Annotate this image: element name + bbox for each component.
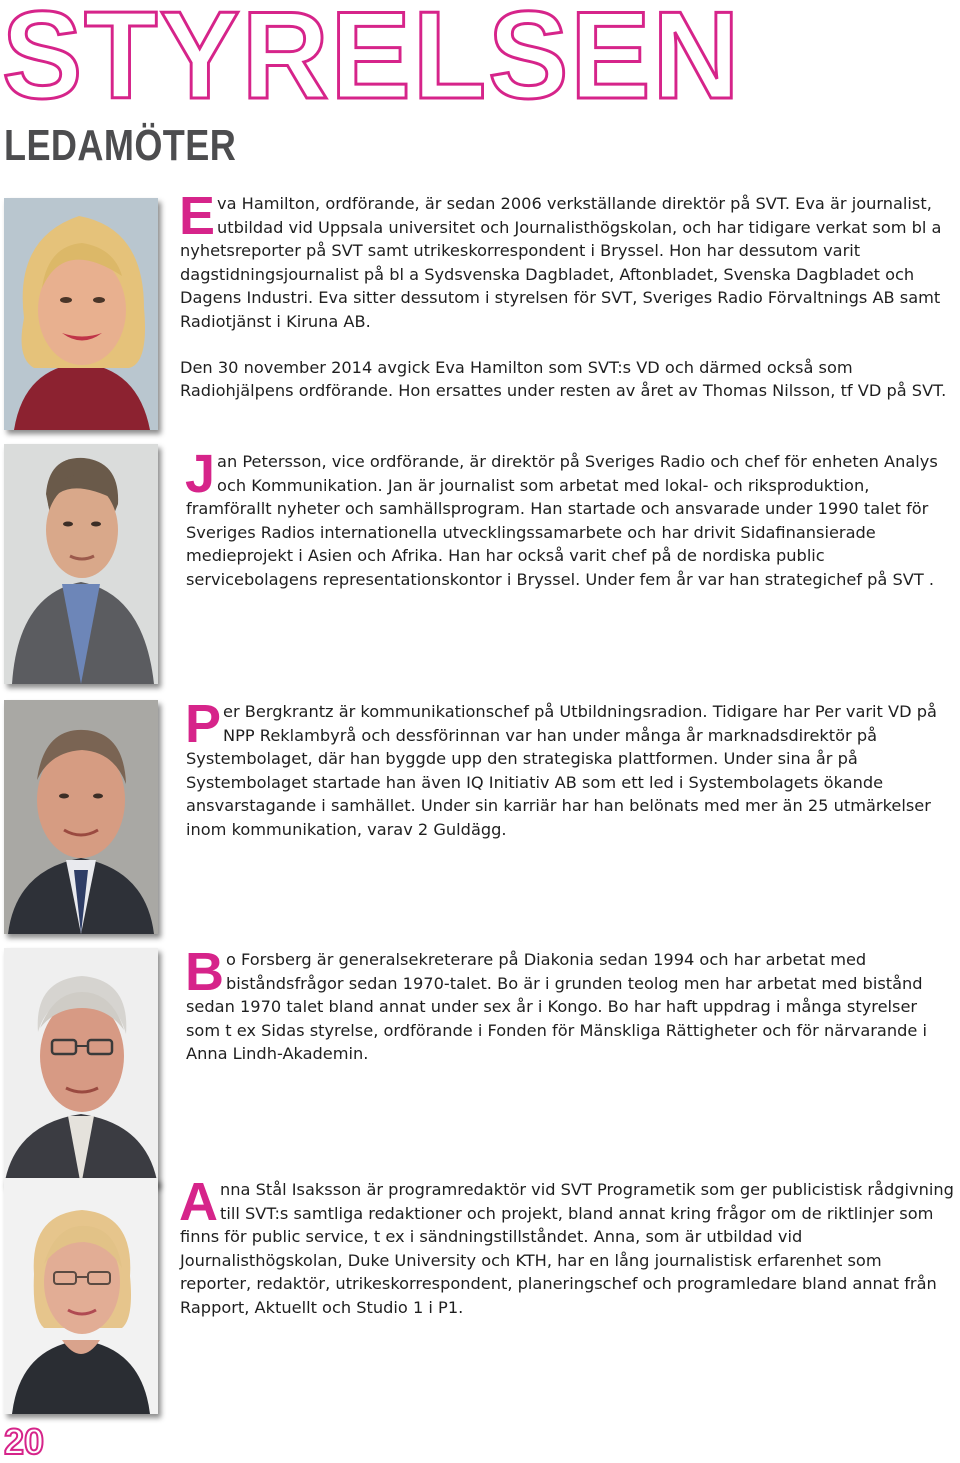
page-title: STYRELSEN — [2, 0, 742, 125]
jan-petersson-photo — [4, 444, 158, 684]
drop-cap-initial: B — [185, 942, 224, 1002]
per-bergkrantz-photo — [4, 700, 158, 934]
bio-paragraph: o Forsberg är generalsekreterare på Diakonia sedan 1994 och har arbetat med biståndsfrågor sedan 1970-talet. Bo är i grunden teolog men har arbetat med bistånd sedan 1970 talet bland annat under sex år i Kongo. Bo har haft uppdrag i många styrelser som t ex Sidas styrelse, ordförande i Fonden för Mänskliga Rättigheter och för närvarande i Anna Lindh-Akademin. — [186, 950, 927, 1064]
page-number: 20 — [4, 1421, 45, 1462]
bio-paragraph: an Petersson, vice ordförande, är direktör på Sveriges Radio och chef för enheten Analys och Kommunikation. Jan är journalist som arbetat med lokal- och riksproduktion, framförallt nyheter och samhällsprogram. Han startade och ansvarade under 1990 talet för Sveriges Radios internationella utvecklingssamarbete och har drivit Sidafinansierade medieprojekt i Asien och Afrika. Han har också varit chef på de nordiska public servicebolagens representationskontor i Bryssel. Under fem år var han strategichef på SVT . — [186, 452, 938, 589]
section-subtitle: LEDAMÖTER — [4, 121, 237, 170]
bio-paragraph: er Bergkrantz är kommunikationschef på Utbildningsradion. Tidigare har Per varit VD på NPP Reklambyrå och dessförinnan var han under många år marknadsdirektör på Systembolaget, där han byggde upp den strategiska plattformen. Under sina år på Systembolaget startade han även IQ Initiativ AB som ett led i Systembolagets ökande ansvarstagande i samhället. Under sin karriär har han belönats med mer än 25 utmärkelser inom kommunikation, varav 2 Guldägg. — [186, 702, 937, 839]
drop-cap-initial: A — [179, 1172, 218, 1232]
jan-petersson-bio — [185, 444, 954, 592]
bio-paragraph: nna Stål Isaksson är programredaktör vid SVT Programetik som ger publicistisk rådgivning till SVT:s samtliga redaktioner och projekt, bland annat kring frågor om de riktlinjer som finns för public service, t ex i sändningstillståndet. Anna, som är utbildad vid Journalisthögskolan, Duke University och KTH, har en lång journalistisk erfarenhet som reporter, redaktör, utrikeskorrespondent, planeringschef och programledare bland annat från Rapport, Aktuellt och Studio 1 i P1. — [180, 1180, 954, 1317]
anna-stal-isaksson-bio — [179, 1172, 954, 1320]
drop-cap-initial: J — [185, 444, 216, 504]
bio-paragraph: va Hamilton, ordförande, är sedan 2006 verkställande direktör på SVT. Eva är journalist, utbildad vid Uppsala universitet och Journalisthögskolan, och har tidigare verkat som bl a nyhetsreporter på SVT samt utrikeskorrespondent i Bryssel. Hon har dessutom varit dagstidningsjournalist på bl a Sydsvenska Dagbladet, Aftonbladet, Svenska Dagbladet och Dagens Industri. Eva sitter dessutom i styrelsen för SVT, Sveriges Radio Förvaltnings AB samt Radiotjänst i Kiruna AB. — [180, 194, 942, 331]
eva-hamilton-photo — [4, 198, 158, 430]
per-bergkrantz-bio — [185, 694, 954, 842]
anna-stal-isaksson-photo — [4, 1178, 158, 1414]
bo-forsberg-bio — [185, 942, 954, 1066]
bio-paragraph: Den 30 november 2014 avgick Eva Hamilton som SVT:s VD och därmed också som Radiohjälpens ordförande. Hon ersattes under resten av året av Thomas Nilsson, tf VD på SVT. — [180, 357, 947, 401]
bo-forsberg-photo — [4, 948, 158, 1186]
drop-cap-initial: E — [179, 186, 216, 246]
drop-cap-initial: P — [185, 694, 222, 754]
eva-hamilton-bio — [179, 186, 952, 403]
